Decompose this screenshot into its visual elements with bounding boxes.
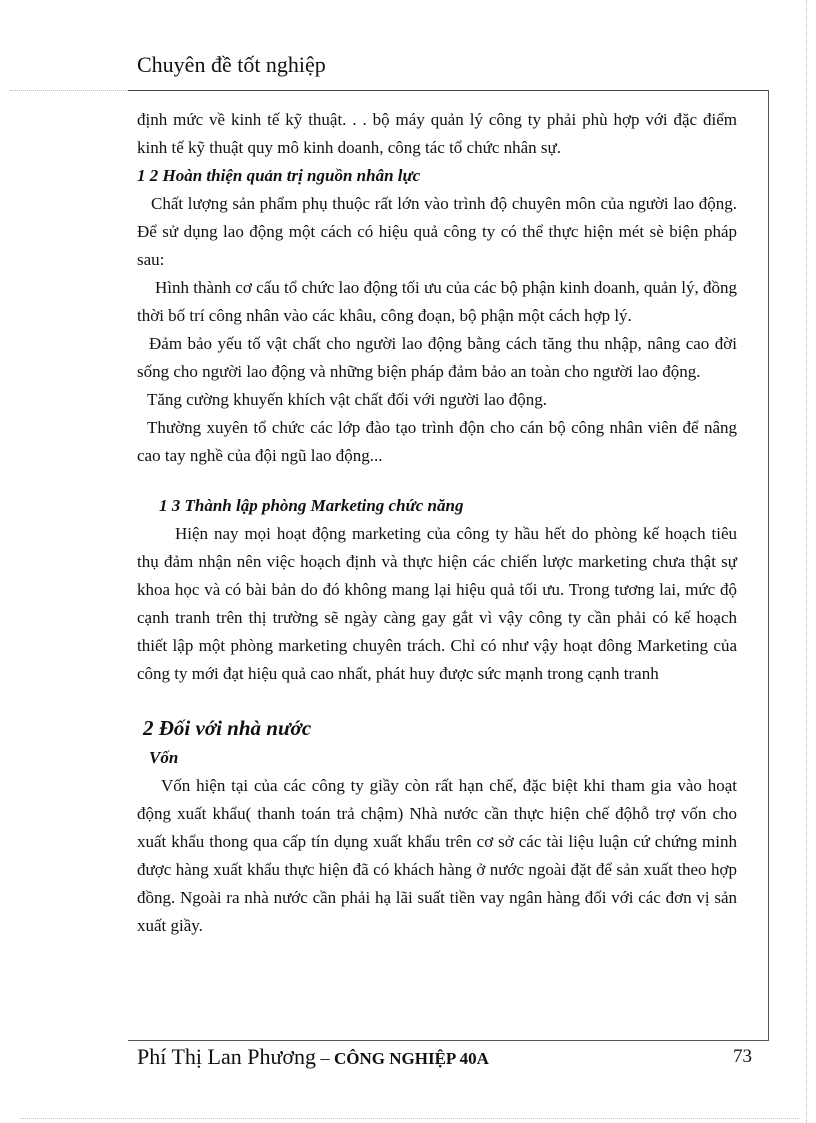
footer-class-name: CÔNG NGHIỆP 40A bbox=[334, 1049, 489, 1068]
paragraph: Hình thành cơ cấu tổ chức lao động tối ưu của các bộ phận kinh doanh, quản lý, đồng thời bố trí công nhân vào các khâu, công đoạn, bộ phận một cách hợp lý. bbox=[137, 278, 737, 325]
footer-rule bbox=[128, 1040, 769, 1041]
page-edge-dotted-top bbox=[10, 90, 128, 91]
header-rule bbox=[128, 90, 769, 91]
page-number: 73 bbox=[733, 1046, 752, 1067]
section-heading: Vốn bbox=[149, 748, 179, 767]
paragraph: Chất lượng sản phẩm phụ thuộc rất lớn vào trình độ chuyên môn của người lao động. Để sử dụng lao động một cách có hiệu quả công ty có thể thực hiện mét sè biện pháp sau: bbox=[137, 194, 737, 269]
paragraph: định mức về kinh tế kỹ thuật. . . bộ máy quản lý công ty phải phù hợp với đặc điểm kinh tế kỹ thuật quy mô kinh doanh, công tác tổ chức nhân sự. bbox=[137, 110, 737, 157]
paragraph: Vốn hiện tại của các công ty giầy còn rất hạn chế, đặc biệt khi tham gia vào hoạt động xuất khẩu( thanh toán trả chậm) Nhà nước cần thực hiện chế độhỗ trợ vốn cho xuất khẩu thong qua cấp tín dụng xuất khẩu trên cơ sở các tài liệu luận cứ chứng minh được hàng xuất khẩu thực hiện đã có khách hàng ở nước ngoài đặt để sản xuất theo hợp đồng. Ngoài ra nhà nước cần phải hạ lãi suất tiền vay ngân hàng đối với các đơn vị sản xuất giầy. bbox=[137, 776, 737, 935]
section-heading: 1 3 Thành lập phòng Marketing chức năng bbox=[159, 496, 464, 515]
frame-right-rule bbox=[768, 90, 769, 1040]
footer bbox=[137, 1044, 752, 1078]
header-title: Chuyên đề tốt nghiệp bbox=[137, 52, 326, 77]
page-edge-dotted-right bbox=[806, 0, 807, 1123]
section-heading: 2 Đối với nhà nước bbox=[143, 716, 312, 740]
section-heading: 1 2 Hoàn thiện quản trị nguồn nhân lực bbox=[137, 166, 421, 185]
footer-author: Phí Thị Lan Phương bbox=[137, 1044, 316, 1069]
page-edge-dotted-bottom bbox=[20, 1118, 800, 1119]
paragraph: Đảm bảo yếu tố vật chất cho người lao động bằng cách tăng thu nhập, nâng cao đời sống cho người lao động và những biện pháp đảm bảo an toàn cho người lao động. bbox=[137, 334, 737, 381]
document-body bbox=[137, 106, 737, 940]
paragraph: Thường xuyên tổ chức các lớp đào tạo trình độn cho cán bộ công nhân viên để nâng cao tay nghề của đội ngũ lao động... bbox=[137, 418, 737, 465]
footer-separator: – bbox=[316, 1048, 334, 1068]
paragraph: Hiện nay mọi hoạt động marketing của công ty hầu hết do phòng kế hoạch tiêu thụ đảm nhận nên việc hoạch định và thực hiện các chiến lược marketing chưa thật sự khoa học và có bài bản do đó không mang lại hiệu quả tối ưu. Trong tương lai, mức độ cạnh tranh trên thị trường sẽ ngày càng gay gắt vì vậy công ty cần phải có kế hoạch thiết lập một phòng marketing chuyên trách. Chỉ có như vậy hoạt đông Marketing của công ty mới đạt hiệu quả cao nhất, phát huy được sức mạnh trong cạnh tranh bbox=[137, 524, 737, 683]
paragraph: Tăng cường khuyến khích vật chất đối với người lao động. bbox=[147, 390, 547, 409]
footer-author-line bbox=[137, 1044, 489, 1070]
